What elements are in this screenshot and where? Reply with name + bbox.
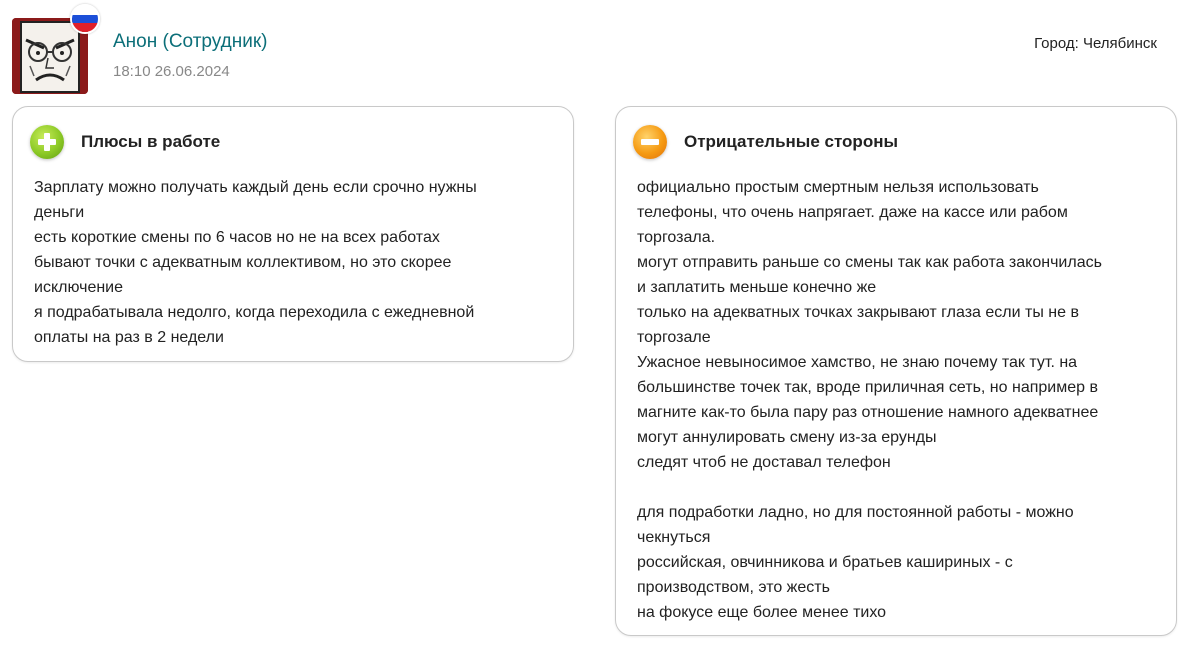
review-city: Город: Челябинск [1034, 35, 1157, 52]
cons-line: чекнуться [637, 529, 711, 546]
plus-circle-icon [30, 125, 64, 159]
pros-line: исключение [34, 279, 124, 296]
cons-card [615, 106, 1177, 636]
cons-line [637, 475, 1162, 500]
cons-line: могут отправить раньше со смены так как работа закончилась [637, 254, 1102, 271]
cons-line: российская, овчинникова и братьев кашириных - с [637, 554, 1013, 571]
cons-line: магните как-то была пару раз отношение намного адекватнее [637, 404, 1099, 421]
cons-line: и заплатить меньше конечно же [637, 279, 877, 296]
cons-line: на фокусе еще более менее тихо [637, 604, 887, 621]
minus-circle-icon [633, 125, 667, 159]
cons-line: могут аннулировать смену из-за ерунды [637, 429, 937, 446]
cons-text [637, 175, 1162, 625]
cons-line: только на адекватных точках закрывают глаза если ты не в [637, 304, 1079, 321]
pros-line: есть короткие смены по 6 часов но не на всех работах [34, 229, 440, 246]
cons-card-header [633, 124, 898, 160]
avatar-container [12, 18, 88, 94]
review-datetime: 18:10 26.06.2024 [113, 63, 230, 80]
cons-line: производством, это жесть [637, 579, 830, 596]
cons-line: официально простым смертным нельзя использовать [637, 179, 1039, 196]
pros-line: деньги [34, 204, 85, 221]
pros-text [34, 175, 559, 350]
cons-line: большинстве точек так, вроде приличная сеть, но например в [637, 379, 1098, 396]
cons-title: Отрицательные стороны [684, 132, 898, 151]
author-name[interactable]: Анон (Сотрудник) [113, 31, 268, 52]
cons-line: торгозале [637, 329, 711, 346]
pros-title: Плюсы в работе [81, 132, 221, 151]
cons-line: следят чтоб не доставал телефон [637, 454, 891, 471]
cons-line: телефоны, что очень напрягает. даже на кассе или рабом [637, 204, 1068, 221]
pros-line: бывают точки с адекватным коллективом, но это скорее [34, 254, 452, 271]
pros-line: оплаты на раз в 2 недели [34, 329, 224, 346]
pros-card-header [30, 124, 220, 160]
cons-line: торгозала. [637, 229, 716, 246]
pros-card [12, 106, 574, 362]
pros-line: я подрабатывала недолго, когда переходила с ежедневной [34, 304, 475, 321]
review-header [0, 0, 1200, 100]
cons-line: для подработки ладно, но для постоянной работы - можно [637, 504, 1074, 521]
russia-flag-icon [70, 4, 100, 34]
cons-line: Ужасное невыносимое хамство, не знаю почему так тут. на [637, 354, 1078, 371]
pros-line: Зарплату можно получать каждый день если срочно нужны [34, 179, 477, 196]
